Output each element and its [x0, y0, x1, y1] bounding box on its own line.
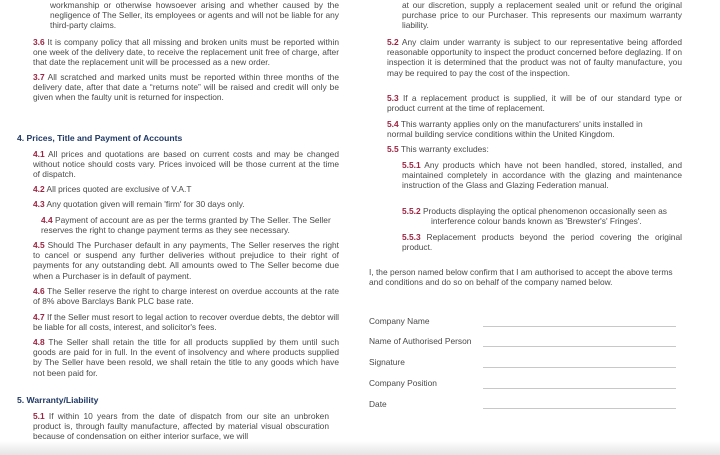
clause-text: Payment of account are as per the terms granted by The Seller. The Seller reserves the right to change payment terms as they see necessary.: [41, 215, 331, 236]
clause-number: 3.7: [33, 72, 45, 82]
clause-3-5-continued: [50, 0, 339, 31]
clause-5-4: [387, 119, 659, 139]
clause-5-2: [387, 37, 682, 78]
clause-number: 4.7: [33, 312, 45, 322]
clause-text: All prices and quotations are based on current costs and may be changed without notice should costs vary. Prices invoiced will be those current at the time of dispatch.: [33, 149, 339, 180]
clause-4-3: [33, 199, 339, 209]
clause-text: Any quotation given will remain 'firm' for 30 days only.: [44, 199, 245, 209]
clause-text: Products displaying the optical phenomenon occasionally seen as: [420, 206, 667, 216]
signature-field[interactable]: [483, 367, 676, 368]
clause-5-5-3: [402, 232, 682, 252]
clause-text-continued: interference colour bands known as 'Brewster's' Fringes'.: [431, 216, 642, 227]
clause-4-6: [33, 286, 339, 306]
authorisation-text: I, the person named below confirm that I am authorised to accept the above terms and conditions and do so on behalf of the company named below.: [369, 267, 673, 288]
clause-4-8: [33, 337, 339, 378]
section-heading-4: 4. Prices, Title and Payment of Accounts: [17, 133, 183, 143]
clause-5-3: [387, 93, 682, 113]
clause-text: Should The Purchaser default in any payments, The Seller reserves the right to cancel or suspend any further deliveries without prejudice to their right of payments for any outstanding debt. All amounts owed to The Seller become due when a Purchaser is in default of payment.: [33, 240, 339, 281]
clause-text: This warranty excludes:: [398, 144, 489, 154]
clause-number: 5.1: [33, 411, 45, 421]
clause-4-2: [33, 184, 339, 194]
authorised-person-label: Name of Authorised Person: [369, 336, 472, 346]
clause-4-4: [41, 215, 331, 235]
page-bottom-shadow: [0, 441, 720, 455]
clause-number: 4.6: [33, 286, 45, 296]
clause-number: 4.2: [33, 184, 45, 194]
clause-text: at our discretion, supply a replacement sealed unit or refund the original purchase price to our Purchaser. This represents our maximum warranty liability.: [402, 0, 682, 31]
authorisation-statement: [369, 267, 677, 287]
clause-4-7: [33, 312, 339, 332]
clause-3-6: [33, 37, 339, 68]
clause-text: If the Seller must resort to legal action to recover overdue debts, the debtor will be liable for all costs, interest, and solicitor's fees.: [33, 312, 339, 333]
clause-number: 5.2: [387, 37, 399, 47]
clause-number: 5.5: [387, 144, 399, 154]
clause-number: 4.5: [33, 240, 45, 250]
clause-4-5: [33, 240, 339, 281]
section-heading-5: 5. Warranty/Liability: [17, 395, 99, 405]
clause-number: 4.4: [41, 215, 53, 225]
clause-text: The Seller shall retain the title for all products supplied by them until such goods are paid for in full. In the event of insolvency and where products supplied by The Seller have been resold, we shall retain the title to any goods which have not been paid for.: [33, 337, 339, 378]
clause-text: If a replacement product is supplied, it will be of our standard type or product current at the time of replacement.: [387, 93, 682, 114]
clause-text: All prices quoted are exclusive of V.A.T: [44, 184, 192, 194]
clause-text: Any products which have not been handled, stored, installed, and maintained completely in accordance with the glazing and maintenance instruction of the Glass and Glazing Federation manual.: [402, 160, 682, 191]
clause-number: 5.5.1: [402, 160, 421, 170]
date-label: Date: [369, 399, 387, 409]
clause-text: workmanship or otherwise howsoever arising and whether caused by the negligence of The Seller, its employees or agents and will not be liable for any third-party claims.: [50, 0, 339, 31]
clause-5-5-1: [402, 160, 682, 191]
clause-number: 5.3: [387, 93, 399, 103]
authorised-person-field[interactable]: [483, 346, 676, 347]
clause-text: It is company policy that all missing and broken units must be reported within one week of the delivery date, to receive the replacement unit free of charge, after that date the replacement unit will be processed as a new order.: [33, 37, 339, 68]
clause-text: If within 10 years from the date of dispatch from our site an unbroken product is, through faulty manufacture, affected by material visual obscuration because of condensation on either interior surface, we will: [33, 411, 329, 442]
company-position-field[interactable]: [483, 388, 676, 389]
clause-text: Any claim under warranty is subject to our representative being afforded reasonable opportunity to inspect the product concerned before deglazing. If on inspection it is determined that the product was not of faulty manufacture, you may be required to pay the cost of the inspection.: [387, 37, 682, 78]
clause-5-1-continued: [402, 0, 682, 31]
clause-5-5-2: [402, 206, 682, 226]
company-name-field[interactable]: [483, 326, 676, 327]
clause-text: Replacement products beyond the period covering the original product.: [402, 232, 682, 253]
company-position-label: Company Position: [369, 378, 437, 388]
clause-text: This warranty applies only on the manufacturers' units installed in normal building service conditions within the United Kingdom.: [387, 119, 643, 140]
date-field[interactable]: [483, 408, 676, 409]
clause-number: 4.1: [33, 149, 45, 159]
clause-5-5: [387, 144, 682, 154]
clause-text: The Seller reserve the right to charge interest on overdue accounts at the rate of 8% above Barclays Bank PLC base rate.: [33, 286, 339, 307]
clause-5-1: [33, 411, 329, 442]
clause-number: 5.4: [387, 119, 399, 129]
clause-number: 4.8: [33, 337, 45, 347]
clause-3-7: [33, 72, 339, 103]
company-name-label: Company Name: [369, 316, 430, 326]
clause-4-1: [33, 149, 339, 180]
clause-number: 3.6: [33, 37, 45, 47]
clause-number: 4.3: [33, 199, 45, 209]
signature-label: Signature: [369, 357, 405, 367]
clause-number: 5.5.3: [402, 232, 421, 242]
clause-text: All scratched and marked units must be reported within three months of the delivery date, after that date a “returns note” will be raised and credit will only be given when the faulty unit is returned for inspection.: [33, 72, 339, 103]
clause-number: 5.5.2: [402, 206, 421, 216]
